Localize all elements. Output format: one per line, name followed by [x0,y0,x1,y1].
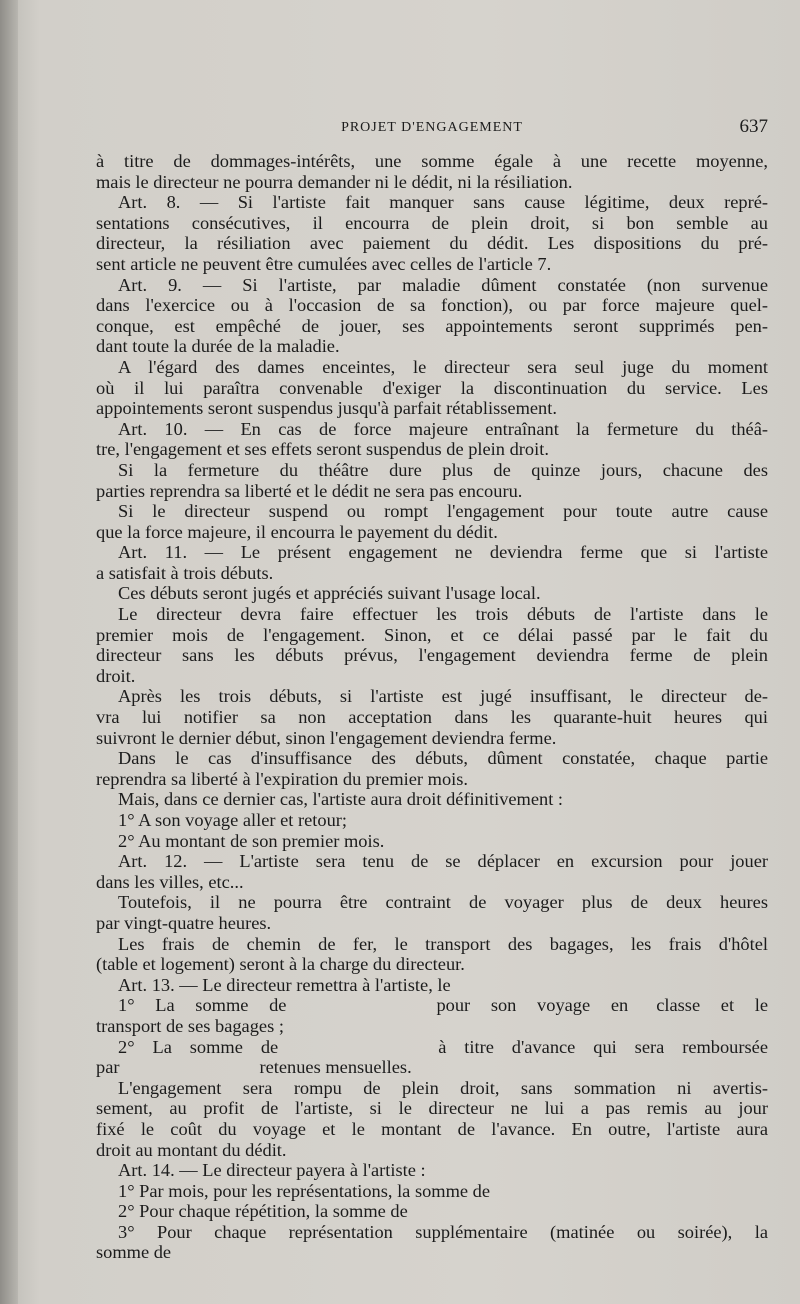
text-line: Dans le cas d'insuffisance des débuts, dûment constatée, chaque partie [118,748,768,769]
text-line: Après les trois débuts, si l'artiste est jugé insuffisant, le directeur de- [118,686,768,707]
text-line: parties reprendra sa liberté et le dédit ne sera pas encouru. [96,480,523,501]
text-line: 2° Au montant de son premier mois. [118,830,385,851]
form-line-avance [96,1037,768,1058]
text-line: où il lui paraîtra convenable d'exiger la discontinuation du service. Les [96,377,768,398]
form-line-label: pour son voyage en [436,995,629,1016]
text-line: dant toute la durée de la maladie. [96,336,340,357]
text-line: 3° Pour chaque représentation supplémentaire (matinée ou soirée), la [118,1221,768,1242]
form-line-label: à titre d'avance qui sera remboursée [438,1036,768,1057]
text-line: Art. 13. — Le directeur remettra à l'artiste, le [118,974,451,995]
text-line: 1° A son voyage aller et retour; [118,810,348,830]
text-line: vra lui notifier sa non acceptation dans les quarante-huit heures qui [96,707,768,728]
text-line: directeur, la résiliation avec paiement du dédit. Les dispositions du pré- [96,233,768,254]
text-line: que la force majeure, il encourra le payement du dédit. [96,521,498,542]
text-line: Art. 11. — Le présent engagement ne deviendra ferme que si l'artiste [118,542,768,563]
text-line: appointements seront suspendus jusqu'à parfait rétablissement. [96,398,557,419]
body-text [96,151,768,1263]
form-line-label: 1° La somme de [118,995,287,1016]
text-line: Le directeur devra faire effectuer les trois débuts de l'artiste dans le [118,604,768,625]
text-line: par vingt-quatre heures. [96,912,272,933]
text-line: reprendra sa liberté à l'expiration du premier mois. [96,768,469,789]
text-line: directeur sans les débuts prévus, l'engagement deviendra ferme de plein [96,645,768,666]
text-line: droit au montant du dédit. [96,1139,287,1160]
text-line: L'engagement sera rompu de plein droit, sans sommation ni avertis- [118,1077,768,1098]
page-gutter [0,0,18,1304]
text-line: (table et logement) seront à la charge du directeur. [96,954,465,975]
text-line: 1° Par mois, pour les représentations, la somme de [118,1180,491,1201]
text-line: Ces débuts seront jugés et appréciés suivant l'usage local. [118,583,541,604]
text-line: A l'égard des dames enceintes, le directeur sera seul juge du moment [118,356,768,377]
text-line: tre, l'engagement et ses effets seront suspendus de plein droit. [96,439,549,460]
page-header [96,116,768,142]
text-line: Art. 10. — En cas de force majeure entraînant la fermeture du théâ- [118,418,768,439]
form-line-label: retenues mensuelles. [259,1057,412,1078]
text-line: mais le directeur ne pourra demander ni le dédit, ni la résiliation. [96,171,573,192]
text-line: Si le directeur suspend ou rompt l'engagement pour toute autre cause [118,501,768,522]
text-line: dans les villes, etc... [96,871,244,892]
text-line: à titre de dommages-intérêts, une somme égale à une recette moyenne, [96,151,768,171]
text-line: somme de [96,1242,172,1263]
text-line: conque, est empêché de jouer, ses appointements seront supprimés pen- [96,315,768,336]
text-line: dans l'exercice ou à l'occasion de sa fonction), ou par force majeure quel- [96,295,768,316]
text-line: Toutefois, il ne pourra être contraint de voyager plus de deux heures [118,892,768,913]
form-line-label: classe et le [656,995,768,1016]
text-line: Art. 9. — Si l'artiste, par maladie dûment constatée (non survenue [118,274,768,295]
form-line-retenues [96,1057,768,1078]
text-line: Art. 12. — L'artiste sera tenu de se déplacer en excursion pour jouer [118,851,768,872]
text-line: Art. 8. — Si l'artiste fait manquer sans cause légitime, deux repré- [118,192,768,213]
text-line: sent article ne peuvent être cumulées avec celles de l'article 7. [96,253,552,274]
text-line: premier mois de l'engagement. Sinon, et ce délai passé par le fait du [96,624,768,645]
text-line: fixé le coût du voyage et le montant de l'avance. En outre, l'artiste aura [96,1118,768,1139]
form-line-voyage [96,995,768,1016]
page-number: 637 [739,116,768,137]
text-line: droit. [96,665,136,686]
text-line: suivront le dernier début, sinon l'engagement deviendra ferme. [96,727,557,748]
text-line: Si la fermeture du théâtre dure plus de quinze jours, chacune des [118,459,768,480]
text-line: transport de ses bagages ; [96,1015,284,1036]
text-line: Mais, dans ce dernier cas, l'artiste aura droit définitivement : [118,789,564,810]
running-head: PROJET D'ENGAGEMENT [341,120,523,135]
text-line: Les frais de chemin de fer, le transport des bagages, les frais d'hôtel [118,933,768,954]
form-line-label: 2° La somme de [118,1036,279,1057]
form-line-label: par [96,1057,120,1078]
text-line: sement, au profit de l'artiste, si le directeur ne lui a pas remis au jour [96,1098,768,1119]
text-line: Art. 14. — Le directeur payera à l'artiste : [118,1160,426,1181]
text-line: 2° Pour chaque répétition, la somme de [118,1201,408,1222]
text-line: sentations consécutives, il encourra de plein droit, si bon semble au [96,212,768,233]
text-line: a satisfait à trois débuts. [96,562,274,583]
